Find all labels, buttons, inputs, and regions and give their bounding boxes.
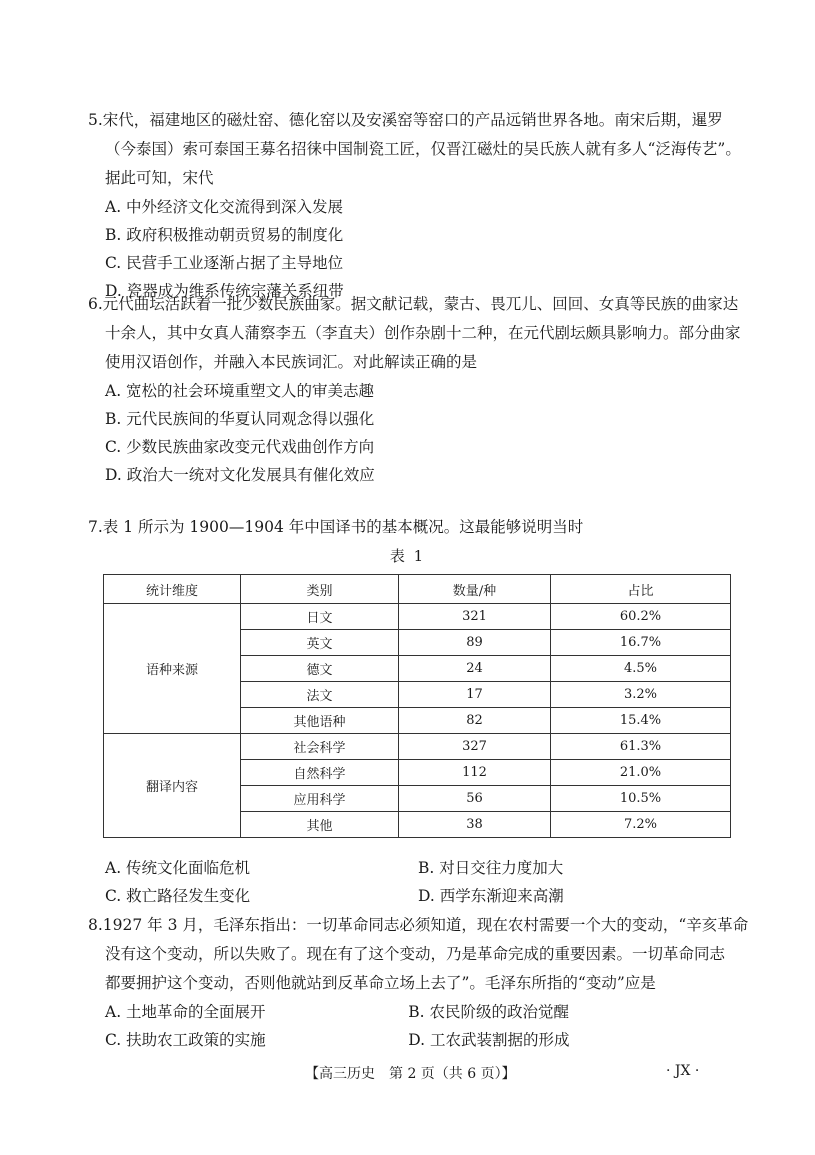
- table-cell-count: 24: [399, 656, 551, 682]
- table-header-cell: 数量/种: [399, 575, 551, 604]
- table-header-cell: 统计维度: [104, 575, 241, 604]
- table-cell-category: 应用科学: [241, 786, 399, 812]
- footer-page-info: 【高三历史 第 2 页（共 6 页）】: [305, 1066, 516, 1082]
- table-cell-category: 日文: [241, 604, 399, 630]
- table-cell-share: 16.7%: [551, 630, 731, 656]
- table-cell-share: 60.2%: [551, 604, 731, 630]
- question-5-option-a: A. 中外经济文化交流得到深入发展: [105, 198, 344, 216]
- table-cell-share: 10.5%: [551, 786, 731, 812]
- table-cell-share: 4.5%: [551, 656, 731, 682]
- question-5: [88, 106, 741, 305]
- question-6-stem-line: 使用汉语创作，并融入本民族词汇。对此解读正确的是: [105, 353, 478, 371]
- question-7-stem: 7.表 1 所示为 1900—1904 年中国译书的基本概况。这最能够说明当时: [88, 518, 584, 536]
- question-8-option-row: [88, 1026, 728, 1054]
- table-cell-count: 38: [399, 812, 551, 838]
- table-cell-category: 法文: [241, 682, 399, 708]
- question-6-stem-line: 6.元代曲坛活跃着一批少数民族曲家。据文献记载，蒙古、畏兀儿、回回、女真等民族的曲家达: [88, 295, 739, 313]
- table-cell-count: 327: [399, 734, 551, 760]
- question-8-stem-line: 没有这个变动，所以失败了。现在有了这个变动，乃是革命完成的重要因素。一切革命同志: [105, 945, 726, 963]
- table-cell-share: 21.0%: [551, 760, 731, 786]
- question-6-stem-line: 十余人，其中女真人蒲察李五（李直夫）创作杂剧十二种，在元代剧坛颇具影响力。部分曲家: [105, 324, 741, 342]
- table-cell-category: 其他语种: [241, 708, 399, 734]
- table-caption: 表 1: [389, 547, 426, 565]
- table-row: [104, 734, 731, 760]
- table-cell-category: 自然科学: [241, 760, 399, 786]
- question-7-option-a: A. 传统文化面临危机: [105, 859, 251, 877]
- table-cell-category: 社会科学: [241, 734, 399, 760]
- table-group-label: 翻译内容: [104, 734, 241, 838]
- question-8-option-row: [88, 998, 728, 1026]
- question-8-option-d: D. 工农武装割据的形成: [408, 1031, 570, 1049]
- question-6-option-a: A. 宽松的社会环境重塑文人的审美志趣: [105, 382, 375, 400]
- question-7-option-b: B. 对日交往力度加大: [418, 859, 564, 877]
- question-7-options: [88, 854, 748, 910]
- question-7-option-c: C. 救亡路径发生变化: [105, 887, 251, 905]
- question-8-stem-line: 都要拥护这个变动，否则他就站到反革命立场上去了”。毛泽东所指的“变动”应是: [105, 974, 656, 992]
- table-cell-share: 3.2%: [551, 682, 731, 708]
- table-cell-category: 英文: [241, 630, 399, 656]
- question-6-option-c: C. 少数民族曲家改变元代戏曲创作方向: [105, 438, 375, 456]
- question-6-option-b: B. 元代民族间的华夏认同观念得以强化: [105, 410, 375, 428]
- translation-stats-table: [103, 574, 731, 838]
- table-cell-count: 112: [399, 760, 551, 786]
- table-cell-count: 17: [399, 682, 551, 708]
- table-header-row: [104, 575, 731, 604]
- question-7-option-row: [88, 882, 748, 910]
- question-8-option-c: C. 扶助农工政策的实施: [105, 1031, 266, 1049]
- question-8-option-b: B. 农民阶级的政治觉醒: [408, 1003, 570, 1021]
- table-cell-count: 56: [399, 786, 551, 812]
- table-cell-share: 61.3%: [551, 734, 731, 760]
- question-7-option-row: [88, 854, 748, 882]
- question-5-option-b: B. 政府积极推动朝贡贸易的制度化: [105, 226, 344, 244]
- question-6: [88, 290, 741, 489]
- question-5-option-d: D. 瓷器成为维系传统宗藩关系纽带: [105, 282, 344, 300]
- table-header-cell: 占比: [551, 575, 731, 604]
- question-8-option-a: A. 土地革命的全面展开: [105, 1003, 266, 1021]
- question-5-option-c: C. 民营手工业逐渐占据了主导地位: [105, 254, 344, 272]
- question-5-stem-line: 据此可知，宋代: [105, 169, 214, 187]
- question-6-option-d: D. 政治大一统对文化发展具有催化效应: [105, 466, 375, 484]
- table-cell-count: 82: [399, 708, 551, 734]
- table-cell-count: 321: [399, 604, 551, 630]
- question-5-stem-line: （今泰国）索可泰国王募名招徕中国制瓷工匠，仅晋江磁灶的吴氏族人就有多人“泛海传艺”。: [105, 140, 741, 158]
- question-8-stem-line: 8.1927 年 3 月，毛泽东指出：一切革命同志必须知道，现在农村需要一个大的变动，“辛亥革命: [88, 916, 749, 934]
- question-5-stem-line: 5.宋代，福建地区的磁灶窑、德化窑以及安溪窑等窑口的产品远销世界各地。南宋后期，暹罗: [88, 111, 723, 129]
- table-cell-share: 7.2%: [551, 812, 731, 838]
- table-cell-category: 德文: [241, 656, 399, 682]
- table-group-label: 语种来源: [104, 604, 241, 734]
- question-7-option-d: D. 西学东渐迎来高潮: [418, 887, 564, 905]
- question-8: [88, 911, 749, 1054]
- footer-code: · JX ·: [666, 1063, 700, 1079]
- table-row: [104, 604, 731, 630]
- table-cell-share: 15.4%: [551, 708, 731, 734]
- table-cell-count: 89: [399, 630, 551, 656]
- table-header-cell: 类别: [241, 575, 399, 604]
- table-cell-category: 其他: [241, 812, 399, 838]
